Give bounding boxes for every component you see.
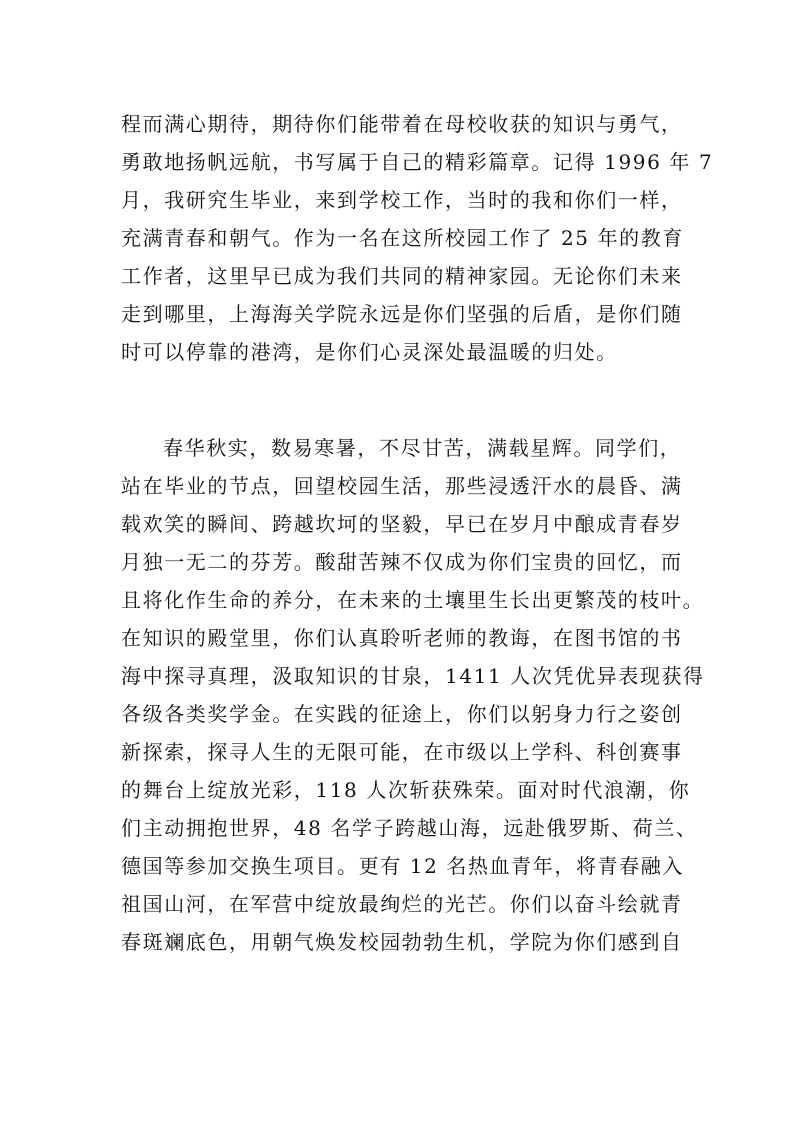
text-line: 春斑斓底色，用朝气焕发校园勃勃生机，学院为你们感到自 [121, 930, 683, 954]
text-line: 月独一无二的芬芳。酸甜苦辣不仅成为你们宝贵的回忆，而 [121, 550, 683, 574]
text-line: 且将化作生命的养分，在未来的土壤里生长出更繁茂的枝叶。 [121, 588, 705, 612]
text-line: 们主动拥抱世界，48 名学子跨越山海，远赴俄罗斯、荷兰、 [121, 816, 698, 840]
text-line: 各级各类奖学金。在实践的征途上，你们以躬身力行之姿创 [121, 702, 683, 726]
text-line: 祖国山河，在军营中绽放最绚烂的光芒。你们以奋斗绘就青 [121, 892, 683, 916]
text-line: 时可以停靠的港湾，是你们心灵深处最温暖的归处。 [121, 340, 618, 364]
text-line: 在知识的殿堂里，你们认真聆听老师的教诲，在图书馆的书 [121, 626, 683, 650]
text-line: 程而满心期待，期待你们能带着在母校收获的知识与勇气， [121, 112, 683, 136]
text-line: 载欢笑的瞬间、跨越坎坷的坚毅，早已在岁月中酿成青春岁 [121, 512, 683, 536]
text-line: 新探索，探寻人生的无限可能，在市级以上学科、科创赛事 [121, 740, 683, 764]
text-line: 月，我研究生毕业，来到学校工作，当时的我和你们一样， [121, 188, 683, 212]
text-line: 的舞台上绽放光彩，118 人次斩获殊荣。面对时代浪潮，你 [121, 778, 691, 802]
text-line: 海中探寻真理，汲取知识的甘泉，1411 人次凭优异表现获得 [121, 664, 705, 688]
text-line: 勇敢地扬帆远航，书写属于自己的精彩篇章。记得 1996 年 7 [121, 150, 714, 174]
text-line: 充满青春和朝气。作为一名在这所校园工作了 25 年的教育 [121, 226, 684, 250]
text-line: 工作者，这里早已成为我们共同的精神家园。无论你们未来 [121, 264, 683, 288]
text-line: 走到哪里，上海海关学院永远是你们坚强的后盾，是你们随 [121, 302, 683, 326]
text-line: 德国等参加交换生项目。更有 12 名热血青年，将青春融入 [121, 854, 684, 878]
text-line: 站在毕业的节点，回望校园生活，那些浸透汗水的晨昏、满 [121, 474, 683, 498]
text-line: 春华秋实，数易寒暑，不尽甘苦，满载星辉。同学们， [163, 436, 682, 460]
